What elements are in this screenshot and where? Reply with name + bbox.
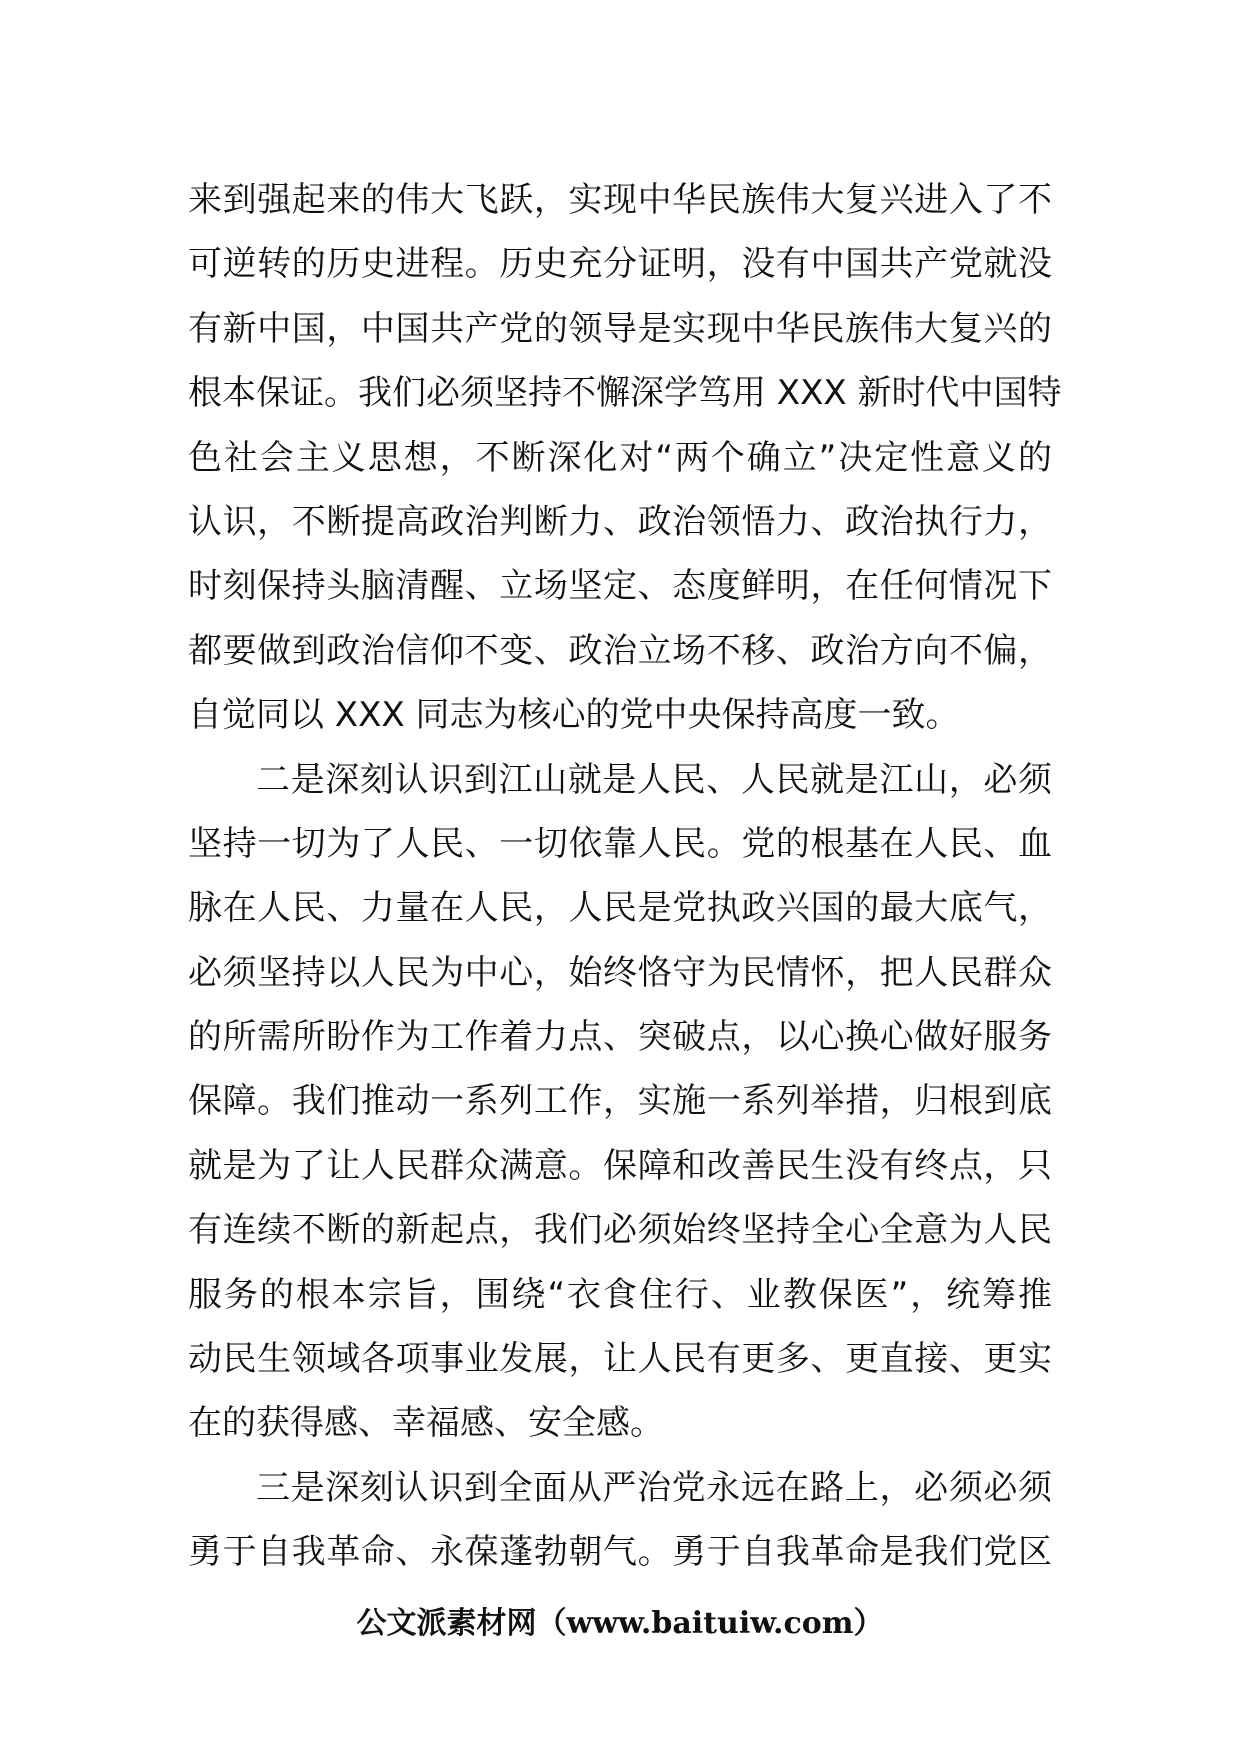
text-line: 的所需所盼作为工作着力点、突破点，以心换心做好服务 — [188, 1017, 1052, 1058]
text-line: 认识，不断提高政治判断力、政治领悟力、政治执行力， — [188, 501, 1052, 542]
text-line: 都要做到政治信仰不变、政治立场不移、政治方向不偏， — [188, 630, 1052, 671]
text-line: 必须坚持以人民为中心，始终恪守为民情怀，把人民群众 — [188, 952, 1052, 993]
text-line: 在的获得感、幸福感、安全感。 — [188, 1403, 664, 1444]
text-line: 有连续不断的新起点，我们必须始终坚持全心全意为人民 — [188, 1210, 1052, 1251]
text-line: 保障。我们推动一系列工作，实施一系列举措，归根到底 — [188, 1081, 1052, 1122]
text-line: 色社会主义思想，不断深化对“两个确立”决定性意义的 — [188, 437, 1052, 478]
body-text — [188, 168, 1062, 1585]
text-line: 可逆转的历史进程。历史充分证明，没有中国共产党就没 — [188, 244, 1052, 285]
text-line: 来到强起来的伟大飞跃，实现中华民族伟大复兴进入了不 — [188, 180, 1052, 220]
text-line: 自觉同以 XXX 同志为核心的党中央保持高度一致。 — [188, 695, 960, 736]
text-line: 有新中国，中国共产党的领导是实现中华民族伟大复兴的 — [188, 308, 1052, 349]
paragraph-heading-line: 三是深刻认识到全面从严治党永远在路上，必须必须 — [256, 1467, 1052, 1508]
text-line: 脉在人民、力量在人民，人民是党执政兴国的最大底气， — [188, 888, 1052, 929]
text-line: 时刻保持头脑清醒、立场坚定、态度鲜明，在任何情况下 — [188, 566, 1052, 607]
text-line: 服务的根本宗旨，围绕“衣食住行、业教保医”，统筹推 — [188, 1274, 1052, 1315]
text-line: 根本保证。我们必须坚持不懈深学笃用 XXX 新时代中国特 — [188, 373, 1062, 414]
paragraph-heading-line: 二是深刻认识到江山就是人民、人民就是江山，必须 — [256, 759, 1052, 800]
text-line: 坚持一切为了人民、一切依靠人民。党的根基在人民、血 — [188, 823, 1052, 864]
text-line: 就是为了让人民群众满意。保障和改善民生没有终点，只 — [188, 1145, 1052, 1186]
text-line: 动民生领域各项事业发展，让人民有更多、更直接、更实 — [188, 1339, 1052, 1380]
footer-watermark: 公文派素材网（www.baituiw.com） — [356, 1606, 884, 1641]
text-line: 勇于自我革命、永葆蓬勃朝气。勇于自我革命是我们党区 — [188, 1532, 1052, 1573]
